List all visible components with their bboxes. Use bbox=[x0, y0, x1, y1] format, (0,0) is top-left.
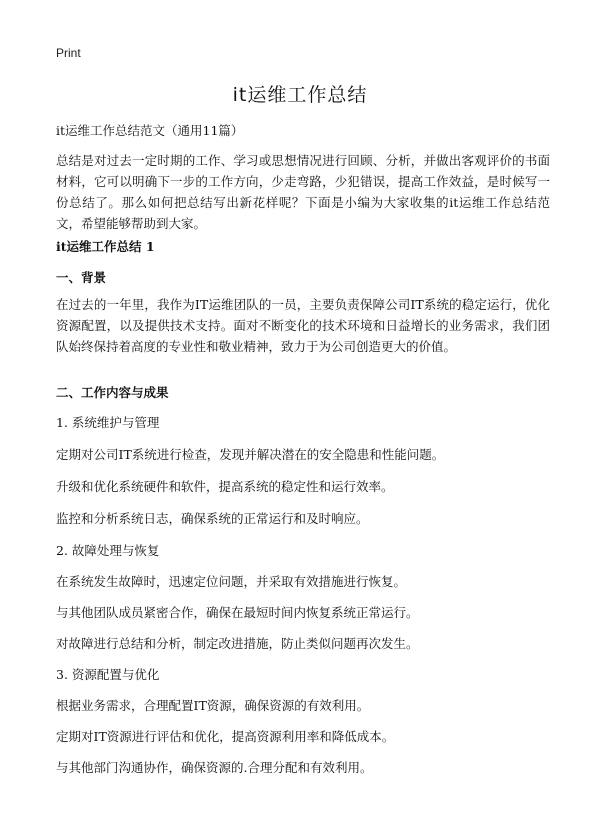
intro-paragraph: 总结是对过去一定时期的工作、学习或思想情况进行回顾、分析，并做出客观评价的书面材料，它可以明确下一步的工作方向，少走弯路，少犯错误，提高工作效益，是时候写一份总结了。那么如何把总结写出新花样呢？下面是小编为大家收集的it运维工作总结范文，希望能够帮助到大家。 bbox=[56, 153, 550, 231]
subsection-heading-maintenance: 1. 系统维护与管理 bbox=[56, 415, 160, 430]
list-item: 升级和优化系统硬件和软件，提高系统的稳定性和运行效率。 bbox=[56, 479, 394, 494]
list-item: 在系统发生故障时，迅速定位问题，并采取有效措施进行恢复。 bbox=[56, 574, 407, 589]
section-heading-work: 二、工作内容与成果 bbox=[56, 385, 169, 400]
background-paragraph: 在过去的一年里，我作为IT运维团队的一员，主要负责保障公司IT系统的稳定运行，优化资源配置，以及提供技术支持。面对不断变化的技术环境和日益增长的业务需求，我们团队始终保持着高度的专业性和敬业精神，致力于为公司创造更大的价值。 bbox=[56, 297, 550, 354]
list-item: 监控和分析系统日志，确保系统的正常运行和及时响应。 bbox=[56, 511, 369, 526]
list-item: 与其他部门沟通协作，确保资源的.合理分配和有效利用。 bbox=[56, 760, 373, 775]
document-title: it运维工作总结 bbox=[232, 84, 368, 106]
section-heading-background: 一、背景 bbox=[56, 270, 107, 285]
list-item: 对故障进行总结和分析，制定改进措施，防止类似问题再次发生。 bbox=[56, 636, 419, 651]
list-item: 根据业务需求，合理配置IT资源，确保资源的有效利用。 bbox=[56, 698, 370, 713]
print-link[interactable]: Print bbox=[56, 46, 81, 60]
document-subtitle: it运维工作总结范文（通用11篇） bbox=[56, 123, 244, 138]
article-heading: it运维工作总结 1 bbox=[56, 239, 155, 254]
list-item: 定期对IT资源进行评估和优化，提高资源利用率和降低成本。 bbox=[56, 729, 395, 744]
subsection-heading-fault: 2. 故障处理与恢复 bbox=[56, 543, 160, 558]
list-item: 与其他团队成员紧密合作，确保在最短时间内恢复系统正常运行。 bbox=[56, 605, 419, 620]
subsection-heading-resources: 3. 资源配置与优化 bbox=[56, 667, 160, 682]
list-item: 定期对公司IT系统进行检查，发现并解决潜在的安全隐患和性能问题。 bbox=[56, 447, 445, 462]
